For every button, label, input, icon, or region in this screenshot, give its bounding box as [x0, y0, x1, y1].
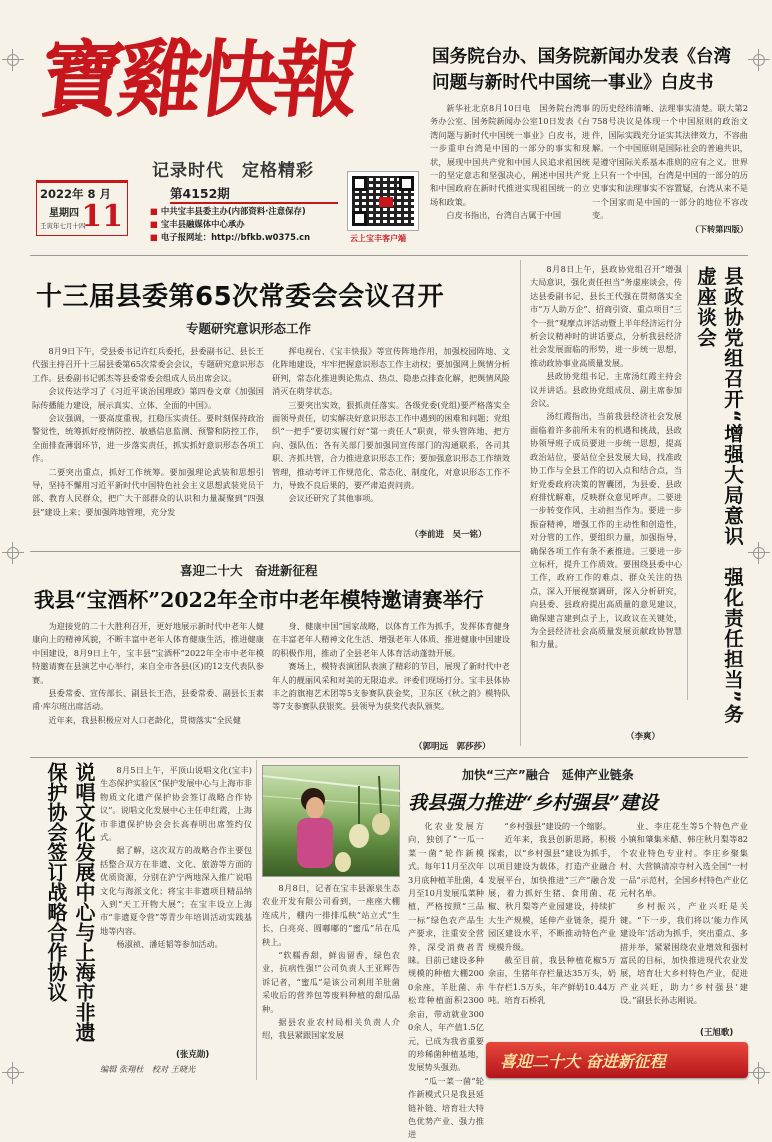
sponsor-line: 中共宝丰县委主办(内部资料·注意保存)	[160, 206, 306, 216]
paragraph: 三要突出实效，狠抓责任落实。各级党委(党组)要严格落实全面领导责任，切实解决好意识形态工作中遇到的困难和问题；党组织“一把手”要切实履行好“第一责任人”职责，带头管阵地、把方向、强队伍；各有关部门要加强同宣传部门的沟通联系，各司其职、齐抓共管，合力推进意识形态工作；要加强意识形态工作绩效管理，推动考评工作规范化、常态化、制度化，对意识形态工作不力，导致不良后果的，要严肃追责问责。	[272, 399, 510, 491]
crop-mark	[748, 1062, 770, 1084]
bottom-banner-text: 喜迎二十大 奋进新征程	[500, 1052, 666, 1071]
sponsor-list: ■ 中共宝丰县委主办(内部资料·注意保存) ■ 宝丰县融媒体中心承办 ■ 电子报网址：http://bfkb.w0375.cn	[150, 206, 311, 242]
article4-byline: (张克勋)	[176, 1050, 210, 1060]
article2-col2	[272, 620, 510, 740]
greenhouse-photo	[262, 765, 400, 877]
paragraph: 8月9日下午，受县委书记许红兵委托，县委副书记、县长王代强主持召开十三届县委第65次常委会会议，专题研究意识形态工作。县委副书记郭杰等县委常委会组成人员出席会议。	[32, 346, 264, 383]
issue-number: 第4152期	[170, 184, 338, 204]
paragraph: 8月8日上午，县政协党组召开“增强大局意识，强化责任担当”务虚座谈会，传达县委副书记、县长王代强在贯彻落实全市“万人助万企”、招商引资、重点项目“三个一批”观摩点评活动暨上半年经济运行分析会议精神时的讲话要点，分析我县经济社会发展面临的形势，进一步统一思想，推动政协事业高质量发展。	[530, 264, 682, 368]
paragraph: 会议强调，一要高度重视，扛稳压实责任。要时刻保持政治警觉性，统筹抓好疫情防控、敏感信息监测、预警和防控工作，全面排查薄弱环节，进一步落实责任，抓实抓好意识形态各项工作。	[32, 413, 264, 464]
date-weekday: 星期四	[49, 208, 79, 219]
article1-col1	[32, 345, 264, 545]
paragraph: 乡村振兴，产业兴旺是关键。“下一步，我们将以‘能力作风建设年’活动为抓手，突出重点、多措并举，紧紧围绕农业增效和强村富民的目标，加快推进现代农业发展，培育壮大乡村特色产业，促进产业兴旺，助力‘乡村强县’建设。”副县长孙志刚说。	[620, 901, 748, 1006]
lead-headline-line: 国务院台办、国务院新闻办发表《台湾	[432, 47, 732, 67]
article5-col1	[262, 882, 400, 1067]
article4-text	[100, 764, 252, 1064]
paragraph: 身、健康中国”国家战略，以体育工作为抓手，发挥体育健身在丰富老年人精神文化生活、增强老年人体质、推进健康中国建设的积极作用，推动了全县老年人体育活动蓬勃开展。	[272, 621, 510, 658]
date-box	[36, 180, 128, 236]
paragraph: 杨淑祯、潘廷韬等参加活动。	[116, 939, 223, 950]
article2-kicker: 喜迎二十大 奋进新征程	[180, 563, 318, 578]
paragraph: 8月8日，记者在宝丰县源泉生态农业开发有限公司看到，一座座大棚连成片，棚内一排排瓜秧“站立式”生长，白亮亮、圆嘟嘟的“蜜瓜”吊在瓜秧上。	[262, 883, 400, 947]
qr-code	[348, 172, 418, 230]
paragraph: 据了解，这次双方的战略合作主要包括整合双方在非遗、文化、旅游等方面的优质资源，分别在沪宁两地深入推广说唱文化与海派文化；将宝丰非遗项目精品纳入到“天工开物大展”；在宝丰设立上海市“非遗夏令营”等青少年培训活动实践基地等内容。	[100, 845, 252, 936]
lead-text: 的历史经纬清晰、法理事实清楚。联大第2758号决议是体现一个中国原则的政治文件，国际实践充分证实其法律效力，不容曲解。一个中国原则是国际社会的普遍共识，是遵守国际关系基本准则的应有之义。世界上只有一个中国，台湾是中国的一部分的历史事实和法理事实不容置疑，台湾从来不是一个国家而是中国的一部分的地位不容改变。	[592, 103, 748, 221]
crop-mark	[2, 1062, 24, 1084]
article4-title-line: 说唱文化发展中心与上海市非遗	[72, 762, 96, 1042]
lead-col1	[430, 102, 590, 252]
article5-col3	[488, 820, 616, 1042]
article2-col1	[32, 620, 264, 755]
crop-mark	[2, 542, 24, 564]
date-year-month: 2022年 8 月	[40, 187, 112, 201]
editors-line: 编辑 张翔杜 校对 王晓光	[100, 1064, 196, 1074]
paragraph: 据县农业农村局相关负责人介绍，我县紧跟国家发展	[262, 1017, 400, 1041]
masthead-logo: 寶雞快報	[35, 30, 358, 129]
article1-col2	[272, 345, 510, 533]
article5-kicker: 加快“三产”融合 延伸产业链条	[462, 768, 634, 782]
article3-vertical-title: 县政协党组召开“增强大局意识 强化责任担当”务虚座谈会	[694, 266, 744, 725]
sponsor-line: 电子报网址：http://bfkb.w0375.cn	[160, 232, 311, 242]
qr-caption: 云上宝丰客户端	[350, 234, 406, 243]
article5-byline: (王旭歌)	[700, 1028, 734, 1038]
date-day: 11	[81, 199, 123, 234]
paragraph: 截至目前，我县种植花椒5万余亩，生猪年存栏量达35万头，奶牛存栏1.5万头，年产鲜奶10.44万吨。培育石桥乳	[488, 955, 616, 1006]
paragraph: 县政协党组书记、主席汤红霞主持会议并讲话。县政协党组成员、副主席参加会议。	[530, 371, 682, 409]
paragraph: 近年来，我县积极应对人口老龄化，贯彻落实“全民健	[48, 714, 241, 725]
lead-text: 白皮书指出，台湾自古属于中国	[446, 210, 562, 221]
paragraph: “瓜一菜一菌”轮作新模式只是我县延链补链、培育壮大特色优势产业、强力推进	[408, 1075, 484, 1140]
lead-headline	[432, 44, 762, 96]
masthead-slogan: 记录时代 定格精彩	[152, 161, 314, 181]
article5-headline: 我县强力推进“乡村强县”建设	[408, 792, 658, 814]
paragraph: 近年来，我县创新思路，积极探索，以“乡村强县”建设为抓手，以项目建设为载体，打造产业融合发展平台，加快推进“三产”融合发展，着力抓好生猪、食用菌、花椒、秋月梨等产业园建设，持续扩大生产规模，延伸产业链条，提升园区建设水平，不断推动特色产业规模升级。	[488, 834, 616, 952]
article1-byline: （李前进 吴一铭）	[410, 530, 487, 540]
article5-col2	[408, 820, 484, 1140]
article5-col4	[620, 820, 748, 1040]
paragraph: 会议传达学习了《习近平谈治国理政》第四卷文章《加强国际传播能力建设，展示真实、立体、全面的中国》。	[32, 386, 264, 410]
paragraph: 挥电视台、《宝丰快报》等宣传阵地作用，加强校园阵地、文化阵地建设，牢牢把握意识形态工作主动权；要加强网上舆情分析研判，常态化推进舆论焦点、热点、隐患点排查化解，把舆情风险消灭在萌芽状态。	[272, 346, 510, 397]
paragraph: 业、李庄花生等5个特色产业小镇和肇集米醋、韩庄秋月梨等82个农业特色专业村。李庄乡聚集村、大营镇清凉寺村入选全国“一村一品”示范村，全国乡村特色产业亿元村名单。	[620, 821, 748, 899]
bottom-banner	[486, 1042, 748, 1078]
sponsor-line: 宝丰县融媒体中心承办	[160, 219, 245, 229]
lead-headline-line: 问题与新时代中国统一事业》白皮书	[432, 73, 714, 93]
article3-text	[530, 263, 682, 733]
paragraph: 二要突出重点，抓好工作统筹。要加强理论武装和思想引导，坚持不懈用习近平新时代中国特色社会主义思想武装党员干部、教育人民群众，把广大干部群众的认识和力量凝聚到“四强县”建设上来；要加强阵地管理，充分发	[32, 466, 264, 517]
crop-mark	[2, 49, 24, 71]
lead-col2	[592, 102, 748, 252]
paragraph: 赛场上，模特表演团队表演了精彩的节目，展现了新时代中老年人的靓丽风采和对美的无限追求。评委们现场打分。宝丰县体协丰之韵旗袍艺术团等5支参赛队获金奖，卫东区《秋之韵》模特队等7支参赛队获银奖。县领导为获奖代表队颁奖。	[272, 661, 510, 712]
article4-vertical-title	[38, 762, 98, 1062]
date-lunar: 壬寅年七月十四	[40, 222, 86, 230]
article4-title-line: 保护协会签订战略合作协议	[44, 762, 68, 1002]
article2-headline: 我县“宝酒杯”2022年全市中老年模特邀请赛举行	[34, 588, 484, 612]
article3-byline: （李爽）	[626, 732, 661, 742]
paragraph: 化农业发展方向，独创了“一瓜一菜一菌”轮作新模式。每年11月至次年3月底种植羊肚菌，4月至10月发展瓜菜种植，严格按照“三品一标”绿色农产品生产要求，注重安全营养，深受消费者青睐。目前已建设多种规模的种植大棚2000余座，羊肚菌、赤松茸种植面积2300余亩，带动就业3000余人，年产值1.5亿元，已成为我省重要的珍稀菌种植基地，发展势头强劲。	[408, 821, 484, 1073]
photo-scene	[263, 766, 401, 878]
paragraph: “乡村强县”建设的一个缩影。	[504, 821, 612, 831]
paragraph: 8月5日上午，平顶山说唱文化(宝丰)生态保护实验区“保护发展中心与上海市非物质文化遗产保护协会签订战略合作协议”。说唱文化发展中心主任申红霞，上海市非遗保护协会会长高春明出席签约仪式。	[100, 765, 252, 843]
paragraph: “软糯香甜，鲜齿留香，绿色农业，抗病性强!”公司负责人王亚辉告诉记者，“蜜瓜”是该公司利用羊肚菌采收后的营养包等废料种植的甜瓜品种。	[262, 950, 400, 1014]
article2-byline: （郭明远 郭莎莎）	[414, 742, 491, 752]
article1-headline: 十三届县委第65次常委会会议召开	[36, 282, 445, 312]
article1-subhead: 专题研究意识形态工作	[186, 321, 312, 336]
paragraph: 县委常委、宣传部长、副县长王浩，县委常委、副县长玉素甫·库尔班出席活动。	[32, 688, 264, 712]
paragraph: 汤红霞指出，当前我县经济社会发展面临着许多前所未有的机遇和挑战，县政协领导班子成员要进一步统一思想，提高政治站位，要站位全县发展大局，找准政协工作与全县工作的切入点和结合点，当好党委政府决策的智囊团，为县委、县政府排忧解难，反映群众意见呼声。二要进一步转变作风，主动担当作为。要进一步振奋精神，增强工作的主动性和创造性，对分管的工作，要组织力量，加强指导，确保各项工作有条不紊推进。三要进一步立标杆，提升工作质效。要围绕县委中心工作，政府工作的难点、群众关注的热点，深入开展视察调研，深入分析研究，向县委、县政府提出高质量的意见建议，确保建言建到点子上，议政议在关键处，为全县经济社会高质量发展贡献政协智慧和力量。	[530, 411, 682, 650]
lead-continuation: （下转第四版）	[690, 223, 748, 234]
crop-mark	[748, 542, 770, 564]
paragraph: 会议还研究了其他事项。	[288, 493, 379, 504]
lead-text: 新华社北京8月10日电 国务院台湾事务办公室、国务院新闻办公室10日发表《台湾问题与新时代中国统一事业》白皮书，进一步重申台湾是中国的一部分的事实和现状，展现中国共产党和中国人民追求祖国统一的坚定意志和坚强决心，阐述中国共产党和中国政府在新时代推进实现祖国统一的立场和政策。	[430, 103, 590, 207]
paragraph: 为迎接党的二十大胜利召开，更好地展示新时代中老年人健康向上的精神风貌，不断丰富中老年人体育健康生活，推进健康中国建设，8月9日上午，宝丰县“宝酒杯”2022年全市中老年模特邀请赛在县演艺中心举行，来自全市各县(区)的12支代表队参赛。	[32, 621, 264, 685]
